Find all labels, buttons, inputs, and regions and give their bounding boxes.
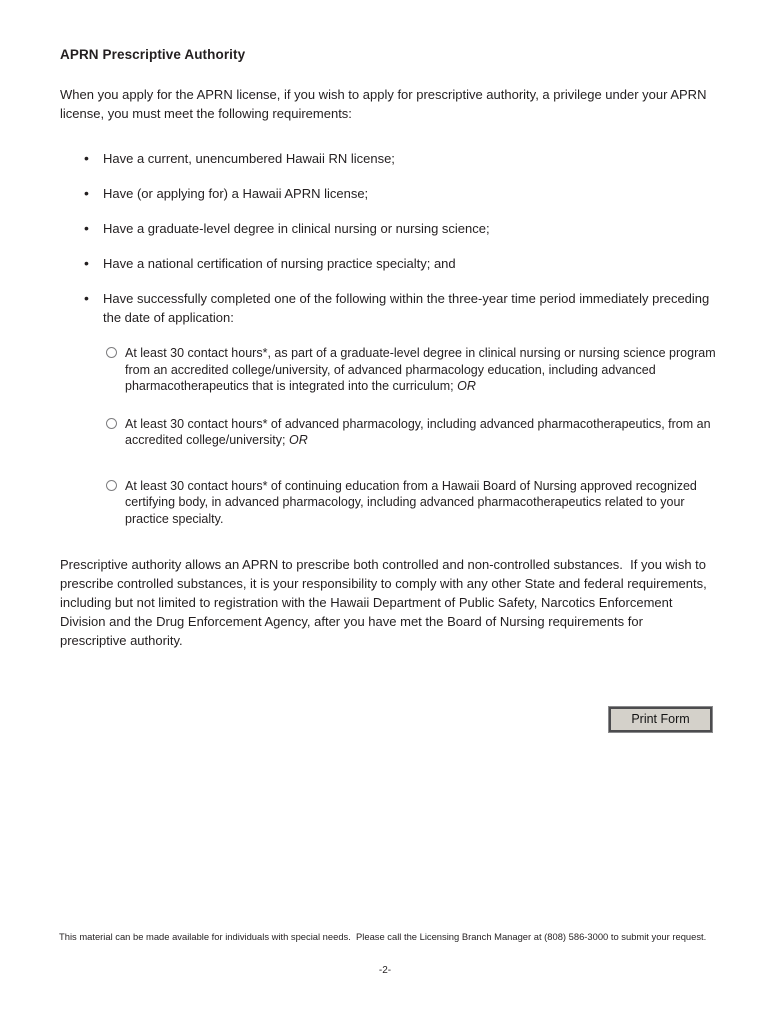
requirement-item-2: • Have (or applying for) a Hawaii APRN license;	[60, 184, 712, 203]
radio-option-3-label: At least 30 contact hours* of continuing education from a Hawaii Board of Nursing approved recognized certifying body, in advanced pharmacology, including advanced pharmacotherapeutics related to your practice specialty.	[125, 478, 697, 526]
accessibility-footer-note: This material can be made available for individuals with special needs. Please call the Licensing Branch Manager at (808) 586-3000 to submit your request.	[59, 931, 707, 942]
intro-paragraph: When you apply for the APRN license, if you wish to apply for prescriptive authority, a privilege under your APRN license, you must meet the following requirements:	[60, 87, 711, 121]
closing-paragraph: Prescriptive authority allows an APRN to prescribe both controlled and non-controlled substances. If you wish to prescribe controlled substances, it is your responsibility to comply with any other State and federal requirements, including but not limited to registration with the Hawaii Department of Public Safety, Narcotics Enforcement Division and the Drug Enforcement Agency, after you have met the Board of Nursing requirements for prescriptive authority.	[60, 557, 711, 648]
radio-button-icon[interactable]	[106, 418, 117, 429]
requirement-item-3: • Have a graduate-level degree in clinical nursing or nursing science;	[60, 219, 712, 238]
radio-option-3	[60, 478, 725, 528]
radio-button-icon[interactable]	[106, 480, 117, 491]
radio-option-1-or: OR	[457, 379, 476, 393]
page-number: -2-	[378, 965, 392, 976]
radio-option-2	[60, 416, 725, 449]
page-title: APRN Prescriptive Authority	[60, 47, 246, 62]
contact-hours-radio-group	[60, 345, 716, 527]
requirement-item-5: • Have successfully completed one of the following within the three-year time period immediately preceding the date of application:	[60, 289, 712, 327]
radio-option-2-or: OR	[288, 433, 308, 447]
document-content	[60, 47, 716, 732]
requirement-item-1: • Have a current, unencumbered Hawaii RN license;	[60, 149, 712, 168]
radio-option-1-label: At least 30 contact hours*, as part of a graduate-level degree in clinical nursing or nursing science program from an accredited college/university, of advanced pharmacology education, including advanced pharmacotherapeutics that is integrated into the curriculum;	[125, 346, 716, 393]
print-form-button[interactable]: Print Form	[609, 707, 712, 732]
radio-option-2-label: At least 30 contact hours* of advanced pharmacology, including advanced pharmacotherapeutics, from an accredited college/university;	[125, 416, 711, 447]
requirement-item-4: • Have a national certification of nursing practice specialty; and	[60, 254, 712, 273]
radio-option-1	[60, 345, 725, 395]
radio-button-icon[interactable]	[106, 347, 117, 358]
requirements-list	[60, 149, 712, 327]
button-row	[60, 707, 712, 732]
